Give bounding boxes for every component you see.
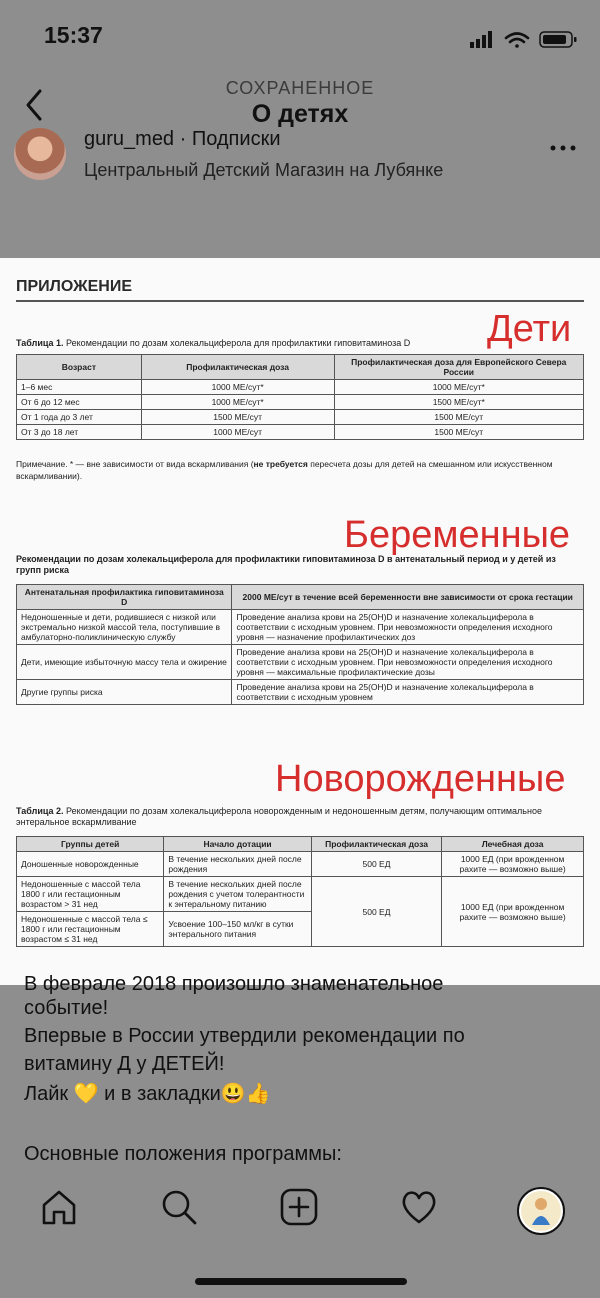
table1 <box>16 354 584 440</box>
table-header: Профилактическая доза <box>311 837 441 852</box>
status-bar <box>0 0 600 70</box>
profile-icon <box>519 1189 563 1233</box>
label-pregnant: Беременные <box>344 514 571 556</box>
table-cell: 1–6 мес <box>17 380 142 395</box>
table-cell: 1500 МЕ/сут <box>141 410 334 425</box>
table-cell: 1000 МЕ/сут* <box>141 380 334 395</box>
table-cell: Усвоение 100–150 мл/кг в сутки энтерального питания <box>164 912 311 947</box>
home-indicator <box>195 1278 407 1285</box>
avatar[interactable] <box>14 128 66 180</box>
collection-label: СОХРАНЕННОЕ <box>225 78 375 98</box>
table-cell: 1000 ЕД (при врожденном рахите — возможно выше) <box>442 852 584 877</box>
table-cell: 1000 МЕ/сут <box>141 425 334 440</box>
table-row <box>17 852 584 877</box>
table-cell: Недоношенные и дети, родившиеся с низкой или экстремально низкой массой тела, поступившие в амбулаторно-поликлиническую службу <box>17 610 232 645</box>
new-post-icon[interactable] <box>279 1187 319 1227</box>
pregnancy-table <box>16 584 584 705</box>
table-row <box>17 410 584 425</box>
table-cell: Проведение анализа крови на 25(OH)D и назначение холекальциферола в соответствии с исходным уровнем. При невозможности определения исходного уровня — назначение профилактических доз <box>232 610 584 645</box>
table-row <box>17 877 584 912</box>
heart-icon[interactable] <box>399 1187 439 1227</box>
pregnancy-caption: Рекомендации по дозам холекальциферола для профилактики гиповитаминоза D в антенатальный период и у детей из групп риска <box>16 554 556 575</box>
table-header: Группы детей <box>17 837 164 852</box>
signal-icon <box>470 31 492 48</box>
table-cell: 1500 МЕ/сут <box>334 410 584 425</box>
table-header: Профилактическая доза <box>141 355 334 380</box>
table-cell: 1500 МЕ/сут <box>334 425 584 440</box>
table-cell: Проведение анализа крови на 25(OH)D и назначение холекальциферола в соответствии с исходным уровнем. При невозможности определения исходного уровня — максимальные профилактические дозы <box>232 645 584 680</box>
table-cell: От 3 до 18 лет <box>17 425 142 440</box>
post-caption <box>0 973 600 1165</box>
table-header: 2000 МЕ/сут в течение всей беременности вне зависимости от срока гестации <box>232 585 584 610</box>
table-row <box>17 645 584 680</box>
page-title: О детях <box>251 100 349 128</box>
table-row <box>17 680 584 705</box>
caption-line: В феврале 2018 произошло знаменательное <box>24 973 444 995</box>
table-cell: Недоношенные с массой тела 1800 г или гестационным возрастом > 31 нед <box>17 877 164 912</box>
table-cell: В течение нескольких дней после рождения <box>164 852 311 877</box>
caption-line: Основные положения программы: <box>24 1143 342 1165</box>
home-icon[interactable] <box>39 1187 79 1227</box>
table-row <box>17 395 584 410</box>
doc-title: ПРИЛОЖЕНИЕ <box>16 278 132 295</box>
caption-line: событие! <box>24 997 109 1019</box>
table-cell: Другие группы риска <box>17 680 232 705</box>
post-location[interactable]: Центральный Детский Магазин на Лубянке <box>84 160 444 180</box>
caption-line: Впервые в России утвердили рекомендации по <box>24 1025 465 1047</box>
label-newborn: Новорожденные <box>275 758 566 800</box>
table1-caption: Таблица 1. Рекомендации по дозам холекальциферола для профилактики гиповитаминоза D <box>16 338 411 348</box>
table2 <box>16 836 584 947</box>
table-cell: Проведение анализа крови на 25(OH)D и назначение холекальциферола в соответствии с исходным уровнем <box>232 680 584 705</box>
post-image[interactable] <box>0 258 600 985</box>
search-icon[interactable] <box>159 1187 199 1227</box>
table-row <box>17 425 584 440</box>
table-cell: В течение нескольких дней после рождения с учетом толерантности к энтеральному питанию <box>164 877 311 912</box>
table-header: Начало дотации <box>164 837 311 852</box>
table-cell: 500 ЕД <box>311 877 441 947</box>
table-cell: От 6 до 12 мес <box>17 395 142 410</box>
clock: 15:37 <box>44 22 103 48</box>
table-cell: 1500 МЕ/сут* <box>334 395 584 410</box>
profile-avatar[interactable] <box>517 1187 565 1235</box>
battery-icon <box>540 32 577 47</box>
status-icons <box>470 30 580 50</box>
table-cell: 1000 ЕД (при врожденном рахите — возможно выше) <box>442 877 584 947</box>
table-header-row <box>17 837 584 852</box>
tab-bar <box>0 1165 600 1298</box>
table-header-row <box>17 585 584 610</box>
more-options-icon[interactable] <box>548 138 578 158</box>
table-header: Лечебная доза <box>442 837 584 852</box>
table-header: Возраст <box>17 355 142 380</box>
table-header: Профилактическая доза для Европейского Севера России <box>334 355 584 380</box>
post-username[interactable]: guru_med · Подписки <box>84 128 281 150</box>
table-cell: 1000 МЕ/сут* <box>141 395 334 410</box>
table-cell: 1000 МЕ/сут* <box>334 380 584 395</box>
table-header: Антенатальная профилактика гиповитаминоза D <box>17 585 232 610</box>
caption-line: витамину Д у ДЕТЕЙ! <box>24 1053 225 1075</box>
doc-divider <box>16 300 584 302</box>
label-children: Дети <box>487 308 572 350</box>
wifi-icon <box>506 34 528 48</box>
table-cell: От 1 года до 3 лет <box>17 410 142 425</box>
post-header <box>0 128 600 198</box>
table-cell: 500 ЕД <box>311 852 441 877</box>
table-cell: Доношенные новорожденные <box>17 852 164 877</box>
table-cell: Недоношенные с массой тела ≤ 1800 г или гестационным возрастом ≤ 31 нед <box>17 912 164 947</box>
table-cell: Дети, имеющие избыточную массу тела и ожирение <box>17 645 232 680</box>
table-header-row <box>17 355 584 380</box>
table-row <box>17 610 584 645</box>
table-row <box>17 380 584 395</box>
caption-line: Лайк 💛 и в закладки😃👍 <box>24 1083 271 1105</box>
table2-caption: Таблица 2. Рекомендации по дозам холекальциферола новорожденным и недоношенным детям, получающим оптимальное энтеральное вскармливание <box>16 806 542 827</box>
table1-note: Примечание. * — вне зависимости от вида вскармливания (не требуется пересчета дозы для детей на смешанном или искусственном вскармливании). <box>16 459 553 481</box>
